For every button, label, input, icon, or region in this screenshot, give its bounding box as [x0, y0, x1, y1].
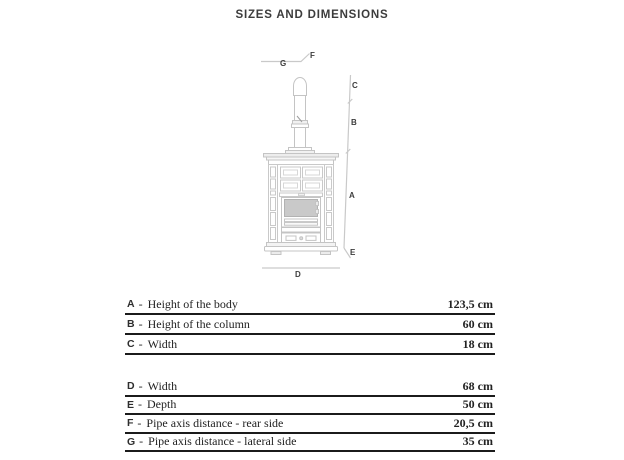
- row-key: B: [127, 318, 135, 330]
- stove-door: [282, 198, 321, 244]
- row-label: Height of the body: [147, 296, 238, 311]
- stove-body: [269, 165, 334, 243]
- marker-G: G: [280, 59, 287, 68]
- table-row: [125, 315, 495, 335]
- marker-F: F: [310, 51, 315, 60]
- table-row: [125, 415, 495, 434]
- row-key: C: [127, 338, 135, 350]
- row-key: D: [127, 380, 135, 393]
- row-separator: -: [137, 415, 142, 430]
- row-label: Width: [147, 378, 178, 393]
- row-label: Height of the column: [147, 316, 250, 331]
- row-separator: -: [138, 378, 143, 393]
- stove-cornice: [264, 154, 339, 165]
- row-label: Width: [147, 336, 178, 351]
- row-key: E: [127, 398, 135, 411]
- row-label: Pipe axis distance - lateral side: [148, 434, 297, 449]
- stove-chimney: [286, 78, 315, 154]
- row-value: 50 cm: [462, 397, 493, 412]
- marker-B: B: [351, 118, 357, 127]
- row-key: A: [127, 298, 135, 310]
- row-value: 20,5 cm: [453, 415, 493, 430]
- dimensions-table-body: [125, 295, 495, 355]
- marker-E: E: [350, 248, 356, 257]
- stove-base: [265, 243, 338, 255]
- row-key: G: [127, 435, 136, 448]
- row-separator: -: [138, 397, 143, 412]
- row-separator: -: [139, 434, 144, 449]
- row-label: Pipe axis distance - rear side: [146, 415, 284, 430]
- marker-C: C: [352, 81, 358, 90]
- row-value: 18 cm: [462, 336, 493, 351]
- row-value: 68 cm: [462, 378, 493, 393]
- table-row: [125, 397, 495, 416]
- row-separator: -: [138, 316, 143, 331]
- marker-D: D: [295, 270, 301, 279]
- row-separator: -: [138, 336, 143, 351]
- table-row: [125, 295, 495, 315]
- row-value: 35 cm: [462, 434, 493, 449]
- dimension-lines: [261, 51, 352, 269]
- row-separator: -: [138, 296, 143, 311]
- row-label: Depth: [147, 397, 177, 412]
- row-value: 123,5 cm: [447, 296, 493, 311]
- table-row: [125, 434, 495, 453]
- row-key: F: [127, 417, 134, 430]
- marker-A: A: [349, 191, 355, 200]
- table-row: [125, 335, 495, 355]
- page-title: SIZES AND DIMENSIONS: [235, 9, 389, 21]
- row-value: 60 cm: [462, 316, 493, 331]
- table-row: [125, 378, 495, 397]
- dimensions-table-footprint: [125, 378, 495, 452]
